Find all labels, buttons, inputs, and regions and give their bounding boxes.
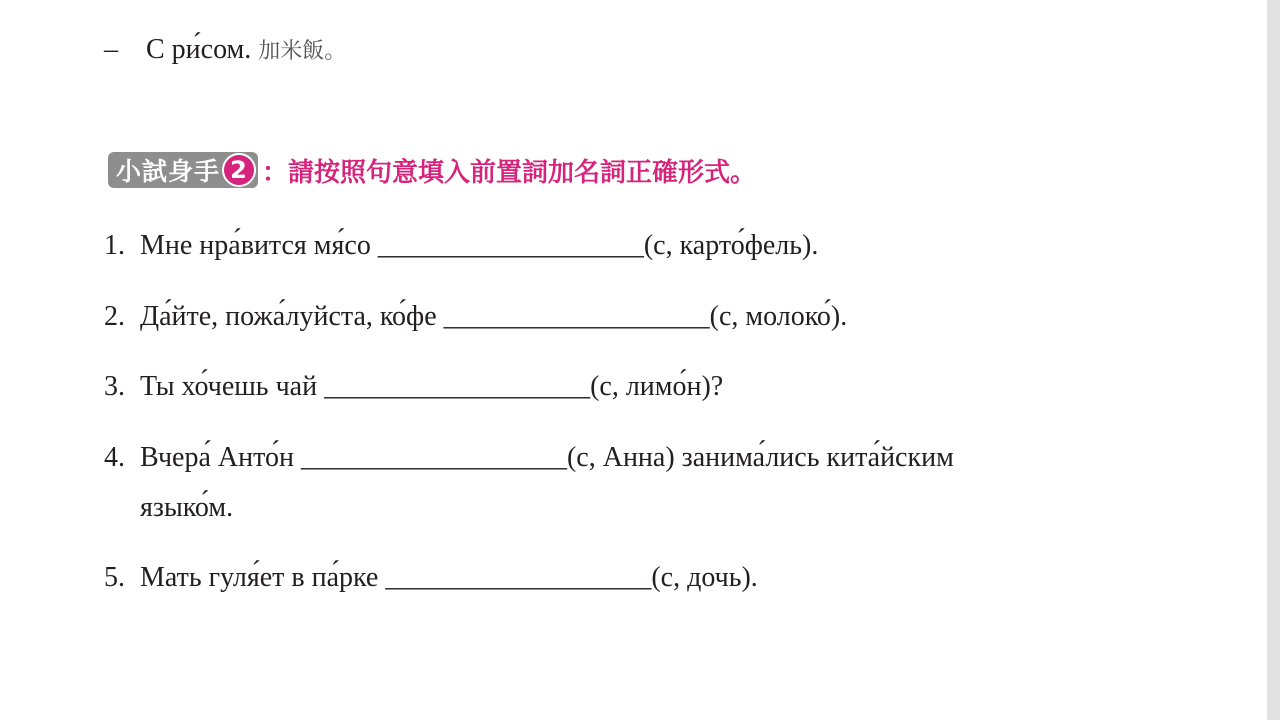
dash-marker: –	[104, 34, 118, 65]
exercise-badge	[108, 152, 258, 188]
badge-label: 小試身手	[116, 157, 221, 186]
exercise-item-4	[104, 433, 954, 533]
exercise-item-1	[104, 221, 818, 271]
exercise-sentence: Мне нра́вится мя́со ___________________(с, карто́фель).	[140, 230, 819, 261]
example-line	[104, 30, 346, 72]
exercise-item-2	[104, 292, 847, 342]
exercise-sentence: Вчера́ Анто́н ___________________(с, Анна) занима́лись кита́йским	[140, 442, 954, 473]
exercise-sentence: Да́йте, пожа́луйста, ко́фе ___________________(с, молоко́).	[140, 301, 848, 332]
exercise-number: 3.	[104, 371, 125, 402]
exercise-number: 1.	[104, 230, 125, 261]
exercise-instructions: ：請按照句意填入前置詞加名詞正確形式。	[262, 157, 757, 188]
exercise-sentence: Мать гуля́ет в па́рке ___________________(с, дочь).	[140, 562, 758, 593]
badge-number: 2	[222, 153, 256, 187]
exercise-sentence-continuation: языко́м.	[140, 492, 234, 523]
example-translation: 加米飯。	[258, 39, 347, 64]
exercise-item-3	[104, 362, 723, 412]
exercise-number: 4.	[104, 442, 125, 473]
exercise-number: 5.	[104, 562, 125, 593]
exercise-number: 2.	[104, 301, 125, 332]
exercise-header	[108, 150, 756, 190]
page-edge-bar	[1267, 0, 1280, 720]
exercise-sentence: Ты хо́чешь чай ___________________(с, лимо́н)?	[140, 371, 724, 402]
example-text: С ри́сом.	[146, 34, 252, 65]
exercise-item-5	[104, 553, 758, 603]
